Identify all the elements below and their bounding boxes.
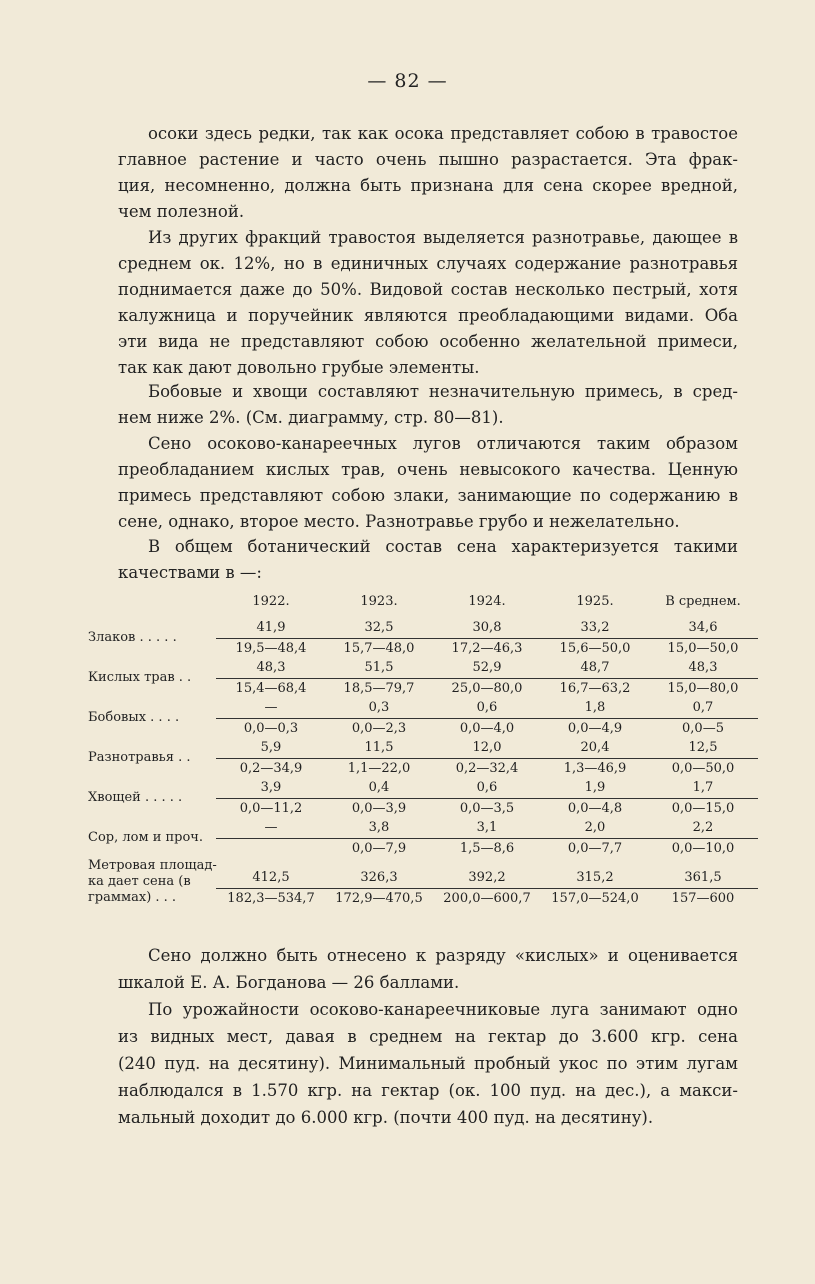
table-cell: 11,5 1,1—22,0 bbox=[324, 738, 434, 779]
table-cell: 12,5 0,0—50,0 bbox=[648, 738, 758, 779]
table-cell: 0,3 0,0—2,3 bbox=[324, 698, 434, 739]
paragraph-7 bbox=[118, 996, 738, 1131]
table-cell: 20,4 1,3—46,9 bbox=[540, 738, 650, 779]
table-cell: 1,9 0,0—4,8 bbox=[540, 778, 650, 819]
table-cell: 3,8 0,0—7,9 bbox=[324, 818, 434, 859]
text-line: (240 пуд. на десятину). Минимальный пробный укос по этим лугам bbox=[118, 1054, 738, 1073]
text-line: примесь представляют собою злаки, занимающие по содержанию в bbox=[118, 486, 738, 505]
text-line: Из других фракций травостоя выделяется разнотравье, дающее в bbox=[148, 228, 738, 247]
table-cell: 392,2 200,0—600,7 bbox=[432, 868, 542, 909]
text-line: чем полезной. bbox=[118, 202, 245, 221]
text-line: шкалой Е. А. Богданова — 26 баллами. bbox=[118, 973, 460, 992]
row-label: Злаков . . . . . bbox=[88, 630, 177, 645]
column-header: 1925. bbox=[576, 594, 614, 609]
text-line: сене, однако, второе место. Разнотравье грубо и нежелательно. bbox=[118, 512, 680, 531]
text-line: Сено должно быть отнесено к разряду «кислых» и оценивается bbox=[148, 946, 738, 965]
row-label: Сор, лом и проч. bbox=[88, 830, 204, 845]
table-cell: 12,0 0,2—32,4 bbox=[432, 738, 542, 779]
composition-table bbox=[88, 592, 758, 922]
paragraph-1 bbox=[118, 121, 738, 225]
table-cell: 361,5 157—600 bbox=[648, 868, 758, 909]
text-line: В общем ботанический состав сена характеризуется такими bbox=[148, 537, 738, 556]
text-line: среднем ок. 12%, но в единичных случаях содержание разнотравья bbox=[118, 254, 738, 273]
table-cell: 326,3 172,9—470,5 bbox=[324, 868, 434, 909]
table-cell: 315,2 157,0—524,0 bbox=[540, 868, 650, 909]
paragraph-5 bbox=[118, 534, 738, 586]
table-cell: — 0,0—0,3 bbox=[216, 698, 326, 739]
table-cell: 48,3 15,0—80,0 bbox=[648, 658, 758, 699]
table-cell: 48,7 16,7—63,2 bbox=[540, 658, 650, 699]
row-label: Разнотравья . . bbox=[88, 750, 191, 765]
text-line: осоки здесь редки, так как осока представляет собою в травостое bbox=[148, 124, 738, 143]
table-cell: — bbox=[216, 818, 326, 859]
text-line: так как дают довольно грубые элементы. bbox=[118, 358, 480, 377]
table-cell: 41,9 19,5—48,4 bbox=[216, 618, 326, 659]
column-header: В среднем. bbox=[665, 594, 741, 609]
text-line: мальный доходит до 6.000 кгр. (почти 400 пуд. на десятину). bbox=[118, 1108, 654, 1127]
table-cell: 2,2 0,0—10,0 bbox=[648, 818, 758, 859]
text-line: преобладанием кислых трав, очень невысокого качества. Ценную bbox=[118, 460, 738, 479]
table-cell: 0,7 0,0—5 bbox=[648, 698, 758, 739]
table-cell: 1,8 0,0—4,9 bbox=[540, 698, 650, 739]
table-cell: 2,0 0,0—7,7 bbox=[540, 818, 650, 859]
text-line: ция, несомненно, должна быть признана для сена скорее вредной, bbox=[118, 176, 738, 195]
row-label: Бобовых . . . . bbox=[88, 710, 180, 725]
row-label: Хвощей . . . . . bbox=[88, 790, 183, 805]
row-label: Метровая площад- ка дает сена (в граммах) . . . bbox=[88, 858, 217, 905]
text-line: из видных мест, давая в среднем на гектар до 3.600 кгр. сена bbox=[118, 1027, 738, 1046]
paragraph-4 bbox=[118, 431, 738, 535]
text-line: главное растение и часто очень пышно разрастается. Эта фрак- bbox=[118, 150, 738, 169]
column-header: 1924. bbox=[468, 594, 506, 609]
text-line: наблюдался в 1.570 кгр. на гектар (ок. 100 пуд. на дес.), а макси- bbox=[118, 1081, 738, 1100]
text-line: По урожайности осоково-канареечниковые луга занимают одно bbox=[148, 1000, 738, 1019]
text-line: Сено осоково-канареечных лугов отличаются таким образом bbox=[148, 434, 738, 453]
table-cell: 0,4 0,0—3,9 bbox=[324, 778, 434, 819]
paragraph-6 bbox=[118, 942, 738, 996]
column-header: 1922. bbox=[252, 594, 290, 609]
table-cell: 3,1 1,5—8,6 bbox=[432, 818, 542, 859]
table-cell: 52,9 25,0—80,0 bbox=[432, 658, 542, 699]
table-cell: 5,9 0,2—34,9 bbox=[216, 738, 326, 779]
text-line: нем ниже 2%. (См. диаграмму, стр. 80—81). bbox=[118, 408, 504, 427]
text-line: Бобовые и хвощи составляют незначительную примесь, в сред- bbox=[148, 382, 738, 401]
table-cell: 0,6 0,0—3,5 bbox=[432, 778, 542, 819]
text-line: эти вида не представляют собою особенно желательной примеси, bbox=[118, 332, 738, 351]
table-cell: 32,5 15,7—48,0 bbox=[324, 618, 434, 659]
table-cell: 412,5 182,3—534,7 bbox=[216, 868, 326, 909]
table-cell: 48,3 15,4—68,4 bbox=[216, 658, 326, 699]
text-line: калужница и поручейник являются преобладающими видами. Оба bbox=[118, 306, 738, 325]
table-cell: 30,8 17,2—46,3 bbox=[432, 618, 542, 659]
paragraph-3 bbox=[118, 379, 738, 431]
paragraph-2 bbox=[118, 225, 738, 381]
text-line: поднимается даже до 50%. Видовой состав несколько пестрый, хотя bbox=[118, 280, 738, 299]
table-cell: 0,6 0,0—4,0 bbox=[432, 698, 542, 739]
table-cell: 1,7 0,0—15,0 bbox=[648, 778, 758, 819]
page-number: — 82 — bbox=[367, 70, 448, 92]
table-cell: 51,5 18,5—79,7 bbox=[324, 658, 434, 699]
table-cell: 33,2 15,6—50,0 bbox=[540, 618, 650, 659]
column-header: 1923. bbox=[360, 594, 398, 609]
table-cell: 3,9 0,0—11,2 bbox=[216, 778, 326, 819]
table-cell: 34,6 15,0—50,0 bbox=[648, 618, 758, 659]
row-label: Кислых трав . . bbox=[88, 670, 192, 685]
text-line: качествами в —: bbox=[118, 563, 262, 582]
